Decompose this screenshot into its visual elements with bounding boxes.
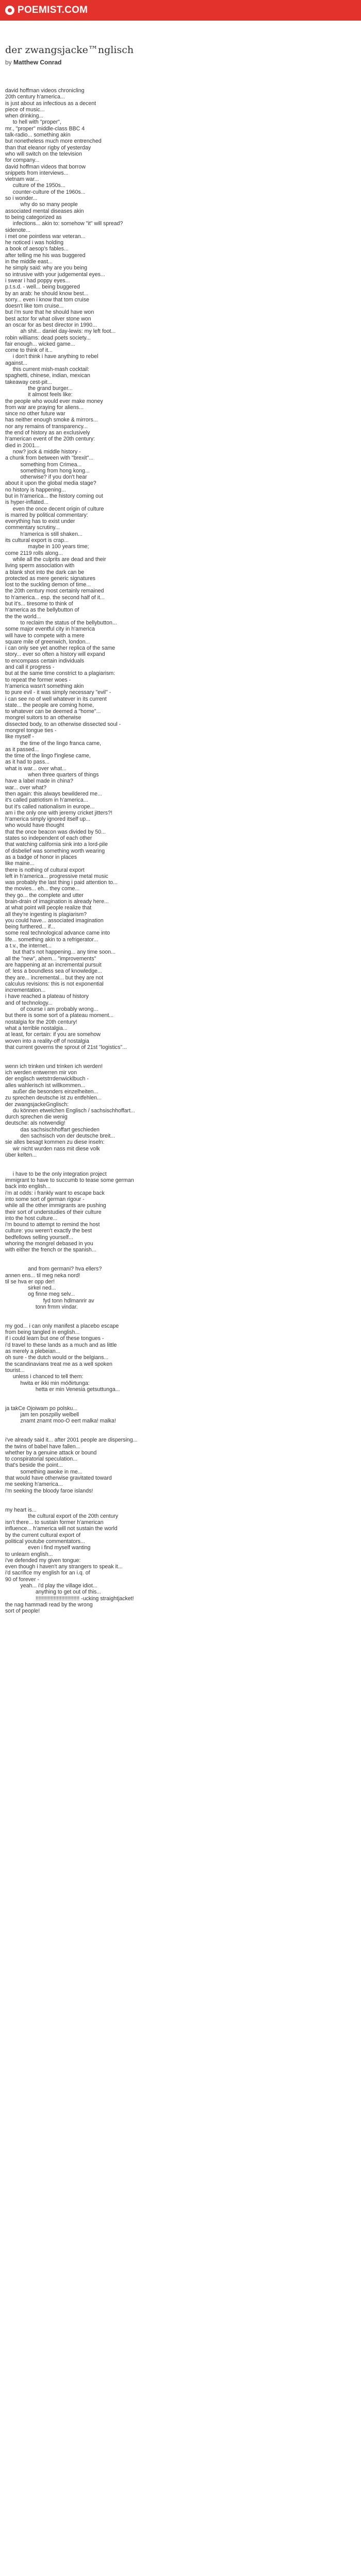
poem-line: is just about as infectious as a decent bbox=[5, 100, 96, 107]
poem-line: a chunk from between with "brexit"... bbox=[5, 455, 94, 462]
poem-line: as a badge of honor in places bbox=[5, 854, 77, 860]
poem-line: some major eventful city in h'america bbox=[5, 626, 95, 633]
poem-line: sidenote... bbox=[5, 227, 30, 233]
poem-line: znamt znamt moo-O eert malka! malka! bbox=[5, 1418, 116, 1425]
poem-line: immigrant to have to succumb to tease some german bbox=[5, 1177, 134, 1184]
poem-line: i have reached a plateau of history bbox=[5, 993, 89, 1000]
poem-line: so intrusive with your judgemental eyes... bbox=[5, 271, 105, 278]
poem-line: snippets from interviews... bbox=[5, 170, 69, 176]
poem-line: h'america as the bellybutton of bbox=[5, 607, 79, 614]
poem-line: the end of history as an exclusively bbox=[5, 430, 90, 436]
poem-line: this current mish-mash cocktail: bbox=[5, 366, 90, 373]
poem-line: is marred by political commentary: bbox=[5, 512, 88, 518]
poem-line: but it's called nationalism in europe... bbox=[5, 803, 95, 810]
poem-line: come to think of it... bbox=[5, 347, 53, 354]
poem-line: vietnam war... bbox=[5, 176, 39, 183]
poem-line: living sperm association with bbox=[5, 563, 75, 569]
poem-line: that's beside the point... bbox=[5, 1462, 63, 1469]
poem-line: even i find myself wanting bbox=[5, 1545, 91, 1551]
poem-line: 20th century h'america... bbox=[5, 94, 65, 100]
poem-line: at what point will people realize that bbox=[5, 905, 92, 911]
poem-line: it almost feels like: bbox=[5, 392, 73, 398]
poem-line: spaghetti, chinese, indian, mexican bbox=[5, 372, 90, 379]
poem-line: that the once beacon was divided by 50... bbox=[5, 828, 106, 835]
poem-line: but in h'america... the history coming out bbox=[5, 493, 103, 499]
poem-line: as merely a plebeian... bbox=[5, 1348, 60, 1355]
poem-line: fair enough... wicked game... bbox=[5, 341, 75, 347]
poem-line: !!!!!!!!!!!!!!!!!!!!!!!!!!!!! -ucking straightjacket! bbox=[5, 1595, 134, 1602]
poem-line: some real technological advance came into bbox=[5, 930, 110, 937]
poem-line: commentary scrutiny... bbox=[5, 524, 60, 531]
poem-line: og finne meg selv... bbox=[5, 1291, 75, 1298]
poem-line: am i the only one with jeremy cricket jitters?! bbox=[5, 809, 112, 816]
poem-line: all the "new", ahem... "improvements" bbox=[5, 955, 96, 962]
poem-line: culture of the 1950s... bbox=[5, 182, 65, 189]
poem-line: the cultural export of the 20th century bbox=[5, 1513, 119, 1519]
poem-line: of course i am probably wrong... bbox=[5, 1006, 99, 1013]
poem-line: of: less a boundless sea of knowledge... bbox=[5, 968, 102, 975]
poem-line: that watching california sink into a lord-pile bbox=[5, 841, 108, 848]
poem-line: wenn ich trinken und trinken ich werden! bbox=[5, 1063, 103, 1070]
poem-body bbox=[5, 88, 356, 1615]
poem-line: fyd tonn hdlmanrir av bbox=[5, 1297, 94, 1304]
poem-line: to being categorized as bbox=[5, 214, 62, 221]
poem-line: in the middle east... bbox=[5, 259, 53, 265]
poem-line: into the host culture... bbox=[5, 1215, 58, 1222]
poem-line: incrementation... bbox=[5, 987, 46, 994]
poem-line: of disbelief was something worth wearing bbox=[5, 848, 105, 854]
poem-line: what is war... over what... bbox=[5, 765, 67, 772]
poem-line: the twins of babel have fallen... bbox=[5, 1443, 80, 1450]
poem-line: der zwangsjackeGnglisch: bbox=[5, 1101, 69, 1108]
poem-line: political youtube commentators... bbox=[5, 1538, 85, 1545]
poem-line: david hoffman videos chronicling bbox=[5, 88, 85, 94]
poem-line: being furthered... if... bbox=[5, 924, 56, 930]
poem-line: that would have otherwise gravitated toward bbox=[5, 1475, 112, 1482]
poem-line: den sachsisch von der deutsche breit... bbox=[5, 1132, 116, 1139]
poem-line: isn't there... to sustain former h'american bbox=[5, 1519, 104, 1526]
poem-line: yeah... i'd play the village idiot... bbox=[5, 1583, 97, 1589]
poem-line: i can only see yet another replica of the same bbox=[5, 645, 116, 652]
poem-line: the people who would ever make money bbox=[5, 398, 103, 404]
stanza-break bbox=[5, 1310, 356, 1323]
poem-line: jam ten poszpiliy welbell bbox=[5, 1412, 79, 1418]
poem-line: from being tangled in english... bbox=[5, 1329, 80, 1336]
poem-line: brain-drain of imagination is already here... bbox=[5, 899, 109, 905]
poem-line: h'american event of the 20th century: bbox=[5, 436, 95, 443]
poem-line: left in h'america... progressive metal music bbox=[5, 873, 108, 879]
poem-line: but it's... tiresome to think of bbox=[5, 601, 73, 607]
poem-line: life... something akin to a refrigerator... bbox=[5, 936, 99, 943]
poem-line: sorry... even i know that tom cruise bbox=[5, 296, 89, 303]
poem-line: as it passed... bbox=[5, 746, 39, 753]
top-bar bbox=[0, 0, 361, 21]
poem-line: robin williams: dead poets society... bbox=[5, 334, 91, 341]
poem-line: the scandinavians treat me as a well spoken bbox=[5, 1361, 112, 1367]
poem-line: woven into a reality-off of nostalgia bbox=[5, 1038, 89, 1044]
poem-line: dissected body, to an otherwise dissected soul - bbox=[5, 721, 121, 727]
poem-line: from war are praying for aliens... bbox=[5, 404, 84, 411]
poem-line: into some sort of german rigour - bbox=[5, 1196, 85, 1202]
poem-line: to repeat the former woes - bbox=[5, 676, 71, 683]
poem-line: til se hva er opp der! bbox=[5, 1278, 55, 1285]
poem-line: what a terrible nostalgia... bbox=[5, 1025, 68, 1031]
poem-line: but at the same time constrict to a plagiarism: bbox=[5, 670, 116, 677]
poem-line: war... over what? bbox=[5, 784, 47, 791]
poem-line: durch sprechen die wenig bbox=[5, 1114, 68, 1121]
poem-line: while all the culprits are dead and their bbox=[5, 556, 106, 563]
poem-line: with either the french or the spanish... bbox=[5, 1247, 96, 1253]
poem-line: i've already said it... after 2001 people are dispersing... bbox=[5, 1437, 138, 1444]
poem-line: and of technology... bbox=[5, 999, 53, 1006]
poem-line: i'm bound to attempt to remind the host bbox=[5, 1222, 100, 1228]
poem-line: it's called patriotism in h'america... bbox=[5, 797, 88, 804]
poem-line: than that eleanor rigby of yesterday bbox=[5, 144, 91, 151]
poem-line: culture: you weren't exactly the best bbox=[5, 1228, 92, 1234]
poem-title: der zwangsjacke™nglisch bbox=[5, 44, 134, 56]
poem-line: whether by a genuine attack or bound bbox=[5, 1449, 97, 1456]
poem-line: i'd travel to these lands as a much and as little bbox=[5, 1342, 117, 1348]
poem-line: the the world... bbox=[5, 613, 41, 620]
poem-line: are happening at an incremental pursuit bbox=[5, 961, 102, 968]
poem-line: a t.v., the internet... bbox=[5, 943, 52, 950]
poem-byline bbox=[5, 59, 61, 66]
brand-text: POEMIST.COM bbox=[18, 5, 88, 15]
poem-line: there is nothing of cultural export bbox=[5, 867, 85, 873]
poem-line: back into english... bbox=[5, 1183, 51, 1190]
poem-line: talk-radio... something akin bbox=[5, 132, 71, 139]
poem-line: the 20th century most certainly remained bbox=[5, 588, 104, 595]
poem-line: a blank shot into the dark can be bbox=[5, 569, 85, 575]
poem-line: as it had to pass... bbox=[5, 759, 50, 766]
stanza-break bbox=[5, 1393, 356, 1405]
poem-line: das sachsischhoffart geschieden bbox=[5, 1126, 100, 1133]
poem-line: why do so many people bbox=[5, 201, 78, 208]
poem-line: sie alles besagt kommen zu diese inseln: bbox=[5, 1139, 105, 1146]
poem-line: story... ever so often a history will expand bbox=[5, 651, 105, 658]
poem-line: when three quarters of things bbox=[5, 772, 99, 778]
poem-line: h'america wasn't something akin bbox=[5, 683, 84, 689]
poem-line: by the current cultural export of bbox=[5, 1532, 81, 1538]
poem-line: me seeking h'america... bbox=[5, 1481, 63, 1488]
poem-line: he noticed i was holding bbox=[5, 240, 64, 246]
poem-line: deutsche: als notwendig! bbox=[5, 1120, 65, 1127]
poem-line: everything has to exist under bbox=[5, 518, 75, 525]
poem-line: lost to the suckling demon of time... bbox=[5, 582, 91, 588]
poem-line: to h'america... esp. the second half of it... bbox=[5, 594, 105, 601]
poem-line: alles wahlerisch ist willkommen... bbox=[5, 1082, 86, 1089]
poem-line: is hyper-inflated... bbox=[5, 499, 48, 506]
stanza-break bbox=[5, 1253, 356, 1266]
poem-line: if i could learn but one of these tongues - bbox=[5, 1335, 104, 1342]
poem-line: to reclaim the status of the bellybutton... bbox=[5, 619, 117, 626]
poem-line: something from hong kong... bbox=[5, 467, 90, 474]
poem-line: david hoffman videos that borrow bbox=[5, 163, 86, 170]
stanza-break bbox=[5, 1425, 356, 1437]
poem-line: to conspiratorial speculation... bbox=[5, 1456, 78, 1463]
poem-line: its cultural export is crap... bbox=[5, 537, 69, 544]
poem-line: like maine... bbox=[5, 860, 35, 867]
poem-line: nostalgia for the 20th century! bbox=[5, 1019, 77, 1025]
poem-line: even the once decent origin of culture bbox=[5, 505, 104, 512]
poem-line: have a label made in china? bbox=[5, 778, 73, 785]
poem-line: who would have thought bbox=[5, 822, 64, 829]
poem-line: when drinking... bbox=[5, 113, 44, 120]
poem-line: they are... incremental... but they are not bbox=[5, 974, 104, 981]
poem-line: infections... akin to: somehow "it" will spread? bbox=[5, 221, 123, 227]
poem-line: the grand burger... bbox=[5, 385, 73, 392]
poem-line: i have to be the only integration project bbox=[5, 1171, 107, 1177]
poem-line: all they're ingesting is plagiarism? bbox=[5, 911, 87, 918]
poem-line: nor any remains of transparency... bbox=[5, 423, 88, 430]
poem-line: associated mental diseases akin bbox=[5, 208, 84, 214]
poem-line: and call it progress - bbox=[5, 664, 55, 671]
logo-circle-icon bbox=[5, 6, 14, 15]
poem-line: state... the people are coming home, bbox=[5, 702, 94, 708]
poem-line: something awoke in me... bbox=[5, 1468, 83, 1475]
poem-line: a book of aesop's fables... bbox=[5, 246, 69, 252]
poem-line: tourist... bbox=[5, 1367, 25, 1374]
poem-line: now? jock & middle history - bbox=[5, 448, 81, 455]
poem-line: against... bbox=[5, 360, 27, 366]
poem-line: their sort of understudies of their culture bbox=[5, 1209, 102, 1215]
poem-line: the time of the lingo franca came, bbox=[5, 740, 102, 747]
poem-line: wir nicht wurden nass mit diese volk bbox=[5, 1145, 100, 1152]
poem-line: no history is happening... bbox=[5, 486, 66, 493]
poem-line: du können etwelchen Englisch / sachsischhoffart... bbox=[5, 1107, 135, 1114]
poem-line: but i'm sure that he should have won bbox=[5, 309, 94, 316]
poem-line: so i wonder... bbox=[5, 195, 38, 202]
poem-line: i'm seeking the bloody faroe islands! bbox=[5, 1487, 93, 1494]
poem-line: at least, for certain: if you are somehow bbox=[5, 1031, 101, 1038]
poem-line: ah shit... daniel day-lewis: my left foot... bbox=[5, 328, 116, 335]
poem-line: mr., "proper" middle-class BBC 4 bbox=[5, 125, 85, 132]
poem-line: an oscar for as best director in 1990... bbox=[5, 321, 97, 328]
poem-line: protected as mere generic signatures bbox=[5, 575, 95, 582]
poem-line: h'america is still shaken... bbox=[5, 531, 83, 537]
poem-line: that current governs the sprout of 21st "logistics"... bbox=[5, 1044, 127, 1050]
poem-line: even though i haven't any strangers to speak it... bbox=[5, 1564, 123, 1570]
poem-line: oh sure - the dutch would or the belgians... bbox=[5, 1354, 109, 1361]
poem-line: while all the other immigrants are pushing bbox=[5, 1202, 106, 1209]
poem-line: about it upon the global media stage? bbox=[5, 480, 96, 487]
poem-line: zu sprechen deutsche ist zu entfehlen... bbox=[5, 1095, 102, 1101]
poem-line: hwita er ikki min móðirtunga: bbox=[5, 1380, 90, 1386]
poem-line: mongrel suitors to an otherwise bbox=[5, 715, 81, 721]
poem-line: der englisch wetstrrdenwicklbuch - bbox=[5, 1076, 89, 1082]
site-logo-link[interactable] bbox=[5, 5, 88, 16]
poem-line: mongrel tongue ties - bbox=[5, 727, 57, 734]
poem-line: best actor for what oliver stone won bbox=[5, 315, 91, 322]
poem-line: annen ens... til meg neka nord! bbox=[5, 1272, 80, 1279]
poem-line: square mile of greenwich, london... bbox=[5, 638, 90, 645]
poem-line: for company... bbox=[5, 157, 40, 164]
poem-line: has neither enough smoke & mirrors... bbox=[5, 417, 98, 423]
poem-line: come 2119 rolls along... bbox=[5, 550, 63, 556]
poem-line: my god... i can only manifest a placebo escape bbox=[5, 1323, 119, 1329]
poem-line: i met one pointless war veteran... bbox=[5, 233, 86, 240]
poem-line: the nag hammadi read by the wrong bbox=[5, 1601, 93, 1608]
poem-line: the movies... eh... they come... bbox=[5, 886, 80, 892]
poem-line: something from Crimea... bbox=[5, 461, 82, 468]
stanza-break bbox=[5, 1050, 356, 1063]
poem-line: i can see no of well whatever in its current bbox=[5, 696, 107, 702]
poem-line: tonn frmm vindar. bbox=[5, 1304, 78, 1310]
poem-line: to encompass certain individuals bbox=[5, 657, 85, 664]
stanza-break bbox=[5, 1158, 356, 1171]
poem-line: 90 of forever - bbox=[5, 1576, 39, 1583]
poem-line: like myself - bbox=[5, 734, 34, 740]
poem-line: bedfellows selling yourself... bbox=[5, 1234, 73, 1241]
poem-line: to pure evil - it was simply necessary "evil" - bbox=[5, 689, 111, 696]
poem-line: states so independent of each other bbox=[5, 835, 92, 842]
poem-line: but nonetheless much more entrenched bbox=[5, 138, 102, 145]
poem-line: otherwise? if you don't hear bbox=[5, 474, 87, 481]
poem-line: died in 2001... bbox=[5, 442, 40, 449]
poem-line: to hell with "proper", bbox=[5, 119, 61, 126]
poem-line: after telling me his was buggered bbox=[5, 252, 86, 259]
poem-line: piece of music... bbox=[5, 106, 45, 113]
poem-line: then again: this always bewildered me... bbox=[5, 790, 102, 797]
poem-line: since no other future war bbox=[5, 411, 65, 417]
byline-prefix: by bbox=[5, 59, 12, 66]
poem-line: sort of people! bbox=[5, 1608, 40, 1615]
poem-line: i've defended my given tongue: bbox=[5, 1557, 81, 1564]
poem-line: who will switch on the television bbox=[5, 150, 82, 157]
poem-line: but that's not happening... any time soon... bbox=[5, 949, 116, 956]
poem-line: takeaway cest-pit... bbox=[5, 379, 52, 385]
poem-line: will have to compete with a mere bbox=[5, 632, 85, 639]
poem-line: ich werden entwerren mir von bbox=[5, 1070, 77, 1076]
poem-line: you could have... associated imagination bbox=[5, 917, 104, 924]
poem-line: ja takCe Ojoiwam po polsku... bbox=[5, 1405, 78, 1412]
poem-line: my heart is... bbox=[5, 1506, 37, 1513]
poem-line: außer die besonders einzelheiten... bbox=[5, 1088, 99, 1095]
poem-line: p.t.s.d. - well... being buggered bbox=[5, 284, 80, 291]
poem-line: and from germani? hva ellers? bbox=[5, 1266, 102, 1273]
poem-line: über kelten... bbox=[5, 1151, 37, 1158]
stanza-break bbox=[5, 1494, 356, 1507]
poem-line: but there is some sort of a plateau moment... bbox=[5, 1012, 114, 1019]
author-link[interactable]: Matthew Conrad bbox=[13, 59, 62, 66]
poem-line: he simply said: why are you being bbox=[5, 265, 87, 272]
poem-line: counter-culture of the 1960s... bbox=[5, 189, 86, 195]
poem-line: they go... the complete and utter bbox=[5, 892, 84, 899]
poem-line: to unlearn english... bbox=[5, 1551, 53, 1557]
poem-line: i'd sacrifice my english for an i.q. of bbox=[5, 1570, 90, 1577]
poem-line: calculus revisions: this is not exponential bbox=[5, 980, 104, 987]
poem-line: h'america simply ignored itself up... bbox=[5, 816, 91, 823]
poem-line: sirkel ned... bbox=[5, 1285, 56, 1292]
poem-line: anything to get out of this... bbox=[5, 1589, 102, 1596]
poem-line: hetta er min Venesia getsuttunga... bbox=[5, 1386, 120, 1393]
poem-line: i swear i had poppy eyes... bbox=[5, 277, 70, 284]
poem-line: i'm at odds: i frankly want to escape back bbox=[5, 1190, 105, 1196]
poem-line: i don't think i have anything to rebel bbox=[5, 353, 99, 360]
poem-line: to whatever can be deemed a "home"... bbox=[5, 708, 101, 715]
poem-line: unless i chanced to tell them: bbox=[5, 1374, 84, 1380]
poem-line: by an arab: he should know best... bbox=[5, 290, 89, 297]
poem-line: the time of the lingo f'inglese came, bbox=[5, 753, 91, 759]
poem-line: doesn't like tom cruise... bbox=[5, 303, 64, 310]
poem-line: whoring the mongrel debased in you bbox=[5, 1241, 93, 1247]
poem-line: influence... h'america will not sustain the world bbox=[5, 1526, 118, 1532]
poem-line: was probably the last thing i paid attention to... bbox=[5, 879, 118, 886]
poem-line: maybe in 100 years time; bbox=[5, 544, 89, 550]
